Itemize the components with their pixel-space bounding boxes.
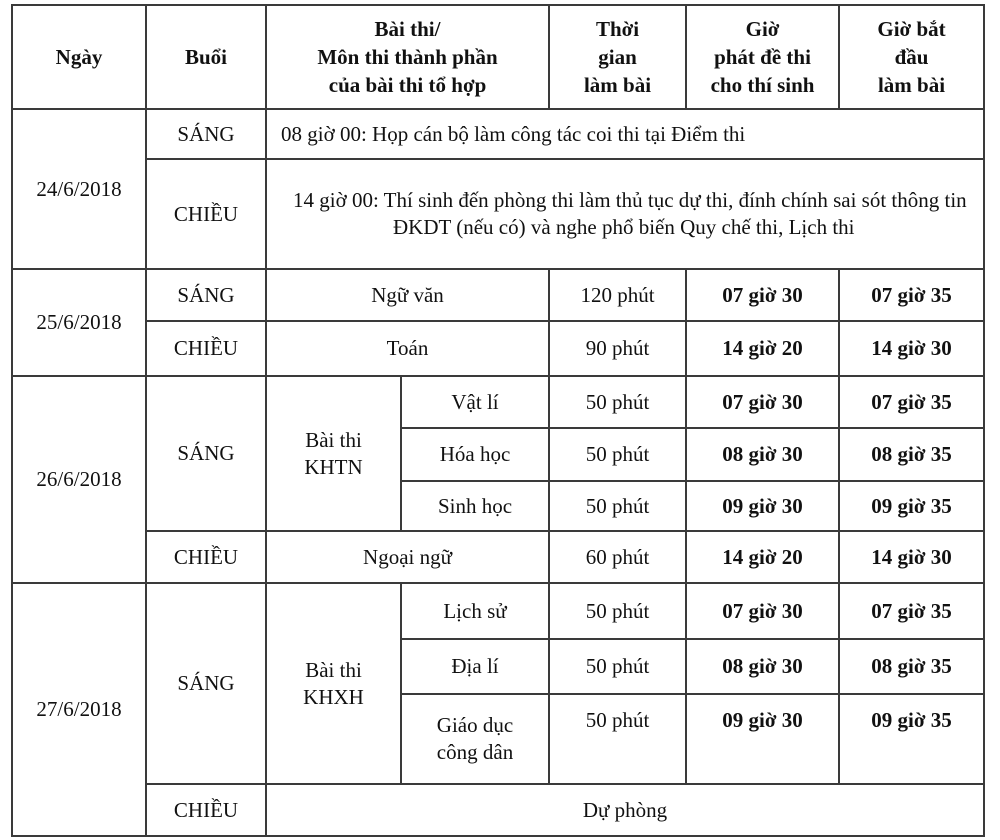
duration-cell: 50 phút (549, 376, 686, 428)
start-time-cell: 08 giờ 35 (839, 639, 984, 694)
duration-cell: 50 phút (549, 694, 686, 784)
start-time-cell: 07 giờ 35 (839, 269, 984, 321)
start-time-cell: 07 giờ 35 (839, 376, 984, 428)
group-cell: Bài thi KHTN (266, 376, 401, 531)
session-cell: SÁNG (146, 269, 266, 321)
date-cell: 26/6/2018 (12, 376, 146, 583)
subject-cell: Ngoại ngữ (266, 531, 549, 583)
table-row (12, 109, 984, 159)
duration-cell: 50 phút (549, 481, 686, 531)
date-cell: 24/6/2018 (12, 109, 146, 269)
distribute-time-cell: 08 giờ 30 (686, 428, 839, 481)
duration-cell: 50 phút (549, 428, 686, 481)
session-cell: CHIỀU (146, 784, 266, 836)
distribute-time-cell: 07 giờ 30 (686, 376, 839, 428)
session-cell: SÁNG (146, 109, 266, 159)
header-distribute-time: Giờ phát đề thi cho thí sinh (686, 5, 839, 109)
subject-cell: Sinh học (401, 481, 549, 531)
table-row (12, 583, 984, 639)
exam-schedule-table (11, 4, 985, 837)
note-cell: 14 giờ 00: Thí sinh đến phòng thi làm thủ tục dự thi, đính chính sai sót thông tin ĐKDT (nếu có) và nghe phổ biến Quy chế thi, Lịch thi (266, 159, 984, 269)
header-duration: Thời gian làm bài (549, 5, 686, 109)
distribute-time-cell: 08 giờ 30 (686, 639, 839, 694)
subject-cell: Ngữ văn (266, 269, 549, 321)
subject-cell: Giáo dục công dân (401, 694, 549, 784)
distribute-time-cell: 09 giờ 30 (686, 694, 839, 784)
duration-cell: 60 phút (549, 531, 686, 583)
subject-cell: Toán (266, 321, 549, 376)
header-start-time: Giờ bắt đầu làm bài (839, 5, 984, 109)
header-subject: Bài thi/ Môn thi thành phần của bài thi tổ hợp (266, 5, 549, 109)
date-cell: 27/6/2018 (12, 583, 146, 836)
table-row (12, 159, 984, 269)
start-time-cell: 09 giờ 35 (839, 694, 984, 784)
group-cell: Bài thi KHXH (266, 583, 401, 784)
duration-cell: 120 phút (549, 269, 686, 321)
header-row (12, 5, 984, 109)
subject-cell: Địa lí (401, 639, 549, 694)
distribute-time-cell: 07 giờ 30 (686, 269, 839, 321)
start-time-cell: 14 giờ 30 (839, 321, 984, 376)
subject-cell: Vật lí (401, 376, 549, 428)
table-row (12, 784, 984, 836)
table-row (12, 269, 984, 321)
subject-cell: Lịch sử (401, 583, 549, 639)
date-cell: 25/6/2018 (12, 269, 146, 376)
session-cell: CHIỀU (146, 321, 266, 376)
table-row (12, 376, 984, 428)
duration-cell: 50 phút (549, 583, 686, 639)
note-cell: Dự phòng (266, 784, 984, 836)
table-row (12, 531, 984, 583)
distribute-time-cell: 14 giờ 20 (686, 531, 839, 583)
session-cell: SÁNG (146, 583, 266, 784)
table-row (12, 321, 984, 376)
duration-cell: 50 phút (549, 639, 686, 694)
distribute-time-cell: 07 giờ 30 (686, 583, 839, 639)
distribute-time-cell: 09 giờ 30 (686, 481, 839, 531)
header-date: Ngày (12, 5, 146, 109)
note-cell: 08 giờ 00: Họp cán bộ làm công tác coi thi tại Điểm thi (266, 109, 984, 159)
session-cell: SÁNG (146, 376, 266, 531)
session-cell: CHIỀU (146, 159, 266, 269)
start-time-cell: 09 giờ 35 (839, 481, 984, 531)
session-cell: CHIỀU (146, 531, 266, 583)
start-time-cell: 08 giờ 35 (839, 428, 984, 481)
subject-cell: Hóa học (401, 428, 549, 481)
start-time-cell: 14 giờ 30 (839, 531, 984, 583)
duration-cell: 90 phút (549, 321, 686, 376)
start-time-cell: 07 giờ 35 (839, 583, 984, 639)
distribute-time-cell: 14 giờ 20 (686, 321, 839, 376)
header-session: Buổi (146, 5, 266, 109)
